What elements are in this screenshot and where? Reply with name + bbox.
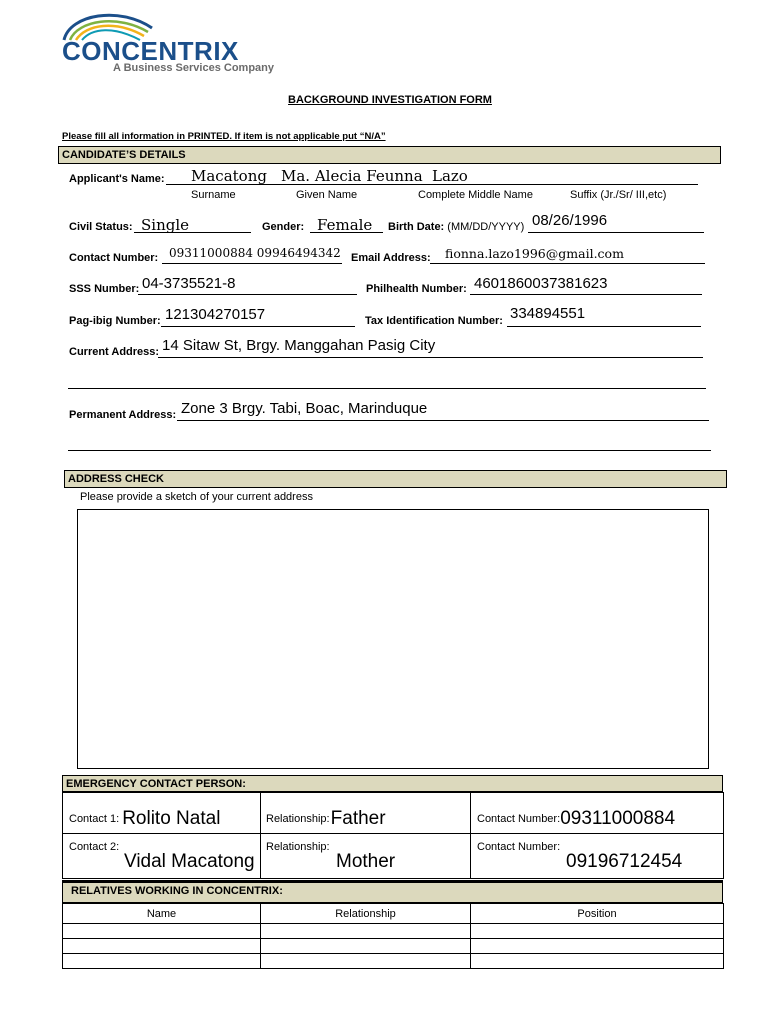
- gender-label: Gender:: [262, 221, 305, 233]
- philhealth-line: [470, 294, 702, 295]
- relationship1-cell: [261, 793, 471, 834]
- contact2-cell: [63, 834, 261, 879]
- birth-date-format: (MM/DD/YYYY): [447, 221, 525, 233]
- current-address-line: [158, 357, 703, 358]
- birth-date-label: [388, 221, 524, 233]
- middle-name-value[interactable]: Lazo: [432, 167, 468, 185]
- relationship1-value[interactable]: Father: [330, 808, 386, 829]
- contact-number-label: Contact Number:: [69, 252, 159, 264]
- col-name-header: Name: [63, 904, 261, 924]
- birth-date-line: [528, 232, 704, 233]
- middle-name-caption: Complete Middle Name: [418, 189, 533, 201]
- sss-line: [138, 294, 357, 295]
- relatives-header: RELATIVES WORKING IN CONCENTRIX:: [62, 880, 723, 903]
- emergency-contact-header: EMERGENCY CONTACT PERSON:: [62, 775, 723, 792]
- form-title: BACKGROUND INVESTIGATION FORM: [288, 94, 492, 106]
- sketch-box[interactable]: [77, 509, 709, 769]
- table-cell[interactable]: [471, 924, 724, 939]
- table-cell[interactable]: [63, 939, 261, 954]
- applicant-name-label: Applicant's Name:: [69, 173, 165, 185]
- contact2-label: Contact 2:: [69, 841, 120, 853]
- relationship2-value[interactable]: Mother: [336, 851, 396, 872]
- contact-number-value[interactable]: 09311000884 09946494342: [169, 246, 341, 260]
- tin-label: Tax Identification Number:: [365, 315, 503, 327]
- gender-value[interactable]: Female: [317, 216, 373, 234]
- table-cell[interactable]: [261, 939, 471, 954]
- table-row: [63, 954, 724, 969]
- email-value[interactable]: fionna.lazo1996@gmail.com: [445, 246, 624, 261]
- tin-line: [507, 326, 701, 327]
- contact-number1-value[interactable]: 09311000884: [560, 808, 676, 829]
- civil-status-value[interactable]: Single: [141, 216, 190, 234]
- relationship1-label: Relationship:: [266, 813, 330, 825]
- email-label: Email Address:: [351, 252, 431, 264]
- email-line: [430, 263, 705, 264]
- table-cell[interactable]: [63, 924, 261, 939]
- relationship2-label: Relationship:: [266, 841, 330, 853]
- philhealth-label: Philhealth Number:: [366, 283, 467, 295]
- given-name-caption: Given Name: [296, 189, 358, 201]
- current-address-value[interactable]: 14 Sitaw St, Brgy. Manggahan Pasig City: [162, 337, 436, 354]
- tin-value[interactable]: 334894551: [510, 305, 586, 322]
- contact-number2-cell: [471, 834, 724, 879]
- contact-number2-value[interactable]: 09196712454: [566, 851, 683, 872]
- suffix-caption: Suffix (Jr./Sr/ III,etc): [570, 189, 667, 201]
- sketch-instruction: Please provide a sketch of your current address: [80, 491, 313, 503]
- permanent-address-line-2: [68, 450, 711, 451]
- table-cell[interactable]: [261, 954, 471, 969]
- col-relationship-header: Relationship: [261, 904, 471, 924]
- contact1-name[interactable]: Rolito Natal: [122, 808, 221, 829]
- logo-tagline: A Business Services Company: [113, 62, 274, 74]
- contact1-cell: [63, 793, 261, 834]
- contact-number-line: [162, 263, 342, 264]
- relationship2-cell: [261, 834, 471, 879]
- table-cell[interactable]: [471, 939, 724, 954]
- surname-caption: Surname: [191, 189, 236, 201]
- permanent-address-value[interactable]: Zone 3 Brgy. Tabi, Boac, Marinduque: [181, 400, 428, 417]
- pagibig-value[interactable]: 121304270157: [165, 306, 266, 323]
- sss-value[interactable]: 04-3735521-8: [142, 275, 236, 292]
- contact-number1-label: Contact Number:: [477, 813, 561, 825]
- table-cell[interactable]: [63, 954, 261, 969]
- civil-status-label: Civil Status:: [69, 221, 133, 233]
- birth-date-value[interactable]: 08/26/1996: [532, 212, 608, 229]
- table-cell[interactable]: [261, 924, 471, 939]
- current-address-label: Current Address:: [69, 346, 160, 358]
- permanent-address-line: [177, 420, 709, 421]
- contact-number1-cell: [471, 793, 724, 834]
- address-check-header: ADDRESS CHECK: [64, 470, 727, 488]
- instruction-text: Please fill all information in PRINTED. If item is not applicable put “N/A”: [62, 131, 386, 142]
- sss-label: SSS Number:: [69, 283, 140, 295]
- emergency-contact-table: [62, 792, 724, 879]
- relatives-table: [62, 903, 724, 969]
- table-row: [63, 939, 724, 954]
- given-name-value[interactable]: Ma. Alecia Feunna: [281, 167, 423, 185]
- col-position-header: Position: [471, 904, 724, 924]
- contact1-label: Contact 1:: [69, 813, 120, 825]
- philhealth-value[interactable]: 4601860037381623: [474, 275, 608, 292]
- birth-date-label-text: Birth Date:: [388, 221, 445, 233]
- contact-number2-label: Contact Number:: [477, 841, 561, 853]
- surname-value[interactable]: Macatong: [191, 167, 267, 185]
- permanent-address-label: Permanent Address:: [69, 409, 177, 421]
- pagibig-line: [161, 326, 355, 327]
- contact2-name[interactable]: Vidal Macatong: [124, 851, 255, 872]
- candidate-details-header: CANDIDATE’S DETAILS: [58, 146, 721, 164]
- table-row: [63, 924, 724, 939]
- current-address-line-2: [68, 388, 706, 389]
- logo-wordmark: CONCENTRIX: [62, 36, 239, 66]
- pagibig-label: Pag-ibig Number:: [69, 315, 161, 327]
- table-cell[interactable]: [471, 954, 724, 969]
